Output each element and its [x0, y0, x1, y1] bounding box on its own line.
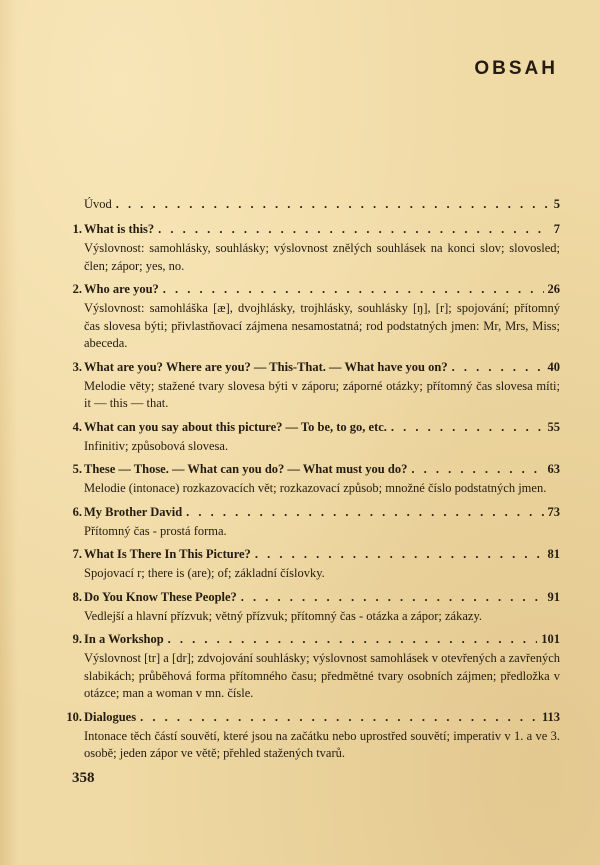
- toc-entry-description: Melodie (intonace) rozkazovacích vět; rozkazovací způsob; množné číslo podstatných jmen.: [84, 481, 547, 495]
- toc-entry-page: 55: [547, 419, 560, 434]
- leader-dots: [255, 547, 544, 562]
- toc-entry-description: Přítomný čas - prostá forma.: [84, 523, 227, 538]
- toc-entry-title: What are you? Where are you? — This-That. — What have you on?: [84, 359, 448, 374]
- toc-entry-title: Dialogues: [84, 709, 137, 724]
- toc-entry-page: 26: [547, 282, 560, 296]
- page-title: OBSAH: [474, 58, 558, 79]
- toc-entry: [72, 282, 560, 353]
- page-number: 358: [72, 770, 95, 786]
- toc-entry: [72, 359, 560, 413]
- leader-dots: [163, 282, 544, 297]
- toc-entry-title: What Is There In This Picture?: [84, 547, 251, 561]
- toc-entry: [72, 419, 560, 456]
- toc-entry-page: 7: [553, 222, 560, 236]
- toc-entry-title: Do You Know These People?: [84, 589, 237, 604]
- leader-dots: [452, 360, 544, 375]
- leader-dots: [140, 710, 538, 725]
- leader-dots: [158, 222, 550, 237]
- toc-entry-description: Melodie věty; stažené tvary slovesa býti v záporu; záporné otázky; přítomný čas slovesa míti; it — this — that.: [84, 378, 560, 410]
- toc-entry-number: 5.: [72, 462, 82, 476]
- leader-dots: [391, 420, 544, 435]
- toc-entry: [72, 222, 560, 275]
- toc-entry: [72, 632, 560, 703]
- toc-entry-number: 9.: [72, 632, 82, 646]
- toc-entry-description: Výslovnost [tr] a [dr]; zdvojování souhlásky; výslovnost samohlásek v otevřených a zavřených slabikách; průběhová forma přítomného času; předmětné tvary osobních zájmen; předložka v otázce; man a woman v mn. čísle.: [84, 651, 560, 700]
- toc-entry-number: 7.: [72, 547, 82, 561]
- toc-entry-title: Úvod: [84, 197, 112, 211]
- toc-entry-page: 113: [541, 709, 560, 724]
- toc-entry-number: 8.: [72, 589, 82, 604]
- toc-entry-title: In a Workshop: [84, 632, 164, 646]
- toc-entry-description: Infinitiv; způsobová slovesa.: [84, 438, 229, 453]
- leader-dots: [241, 590, 544, 605]
- leader-dots: [116, 197, 550, 212]
- toc-entry-number: 4.: [72, 419, 82, 434]
- toc-entry-description: Výslovnost: samohláška [æ], dvojhlásky, trojhlásky, souhlásky [ŋ], [r]; spojování; přítomný čas slovesa býti; přivlastňovací zájmena nesamostatná; rod podstatných jmen: Mr, Mrs, Miss; abeceda.: [84, 301, 560, 350]
- toc-entry-page: 101: [541, 632, 560, 646]
- toc-entry-page: 73: [547, 504, 560, 519]
- leader-dots: [411, 462, 543, 477]
- toc-entry-description: Výslovnost: samohlásky, souhlásky; výslovnost znělých souhlásek na konci slov; slovosled; člen; zápor; yes, no.: [84, 241, 560, 273]
- toc-entry-title: These — Those. — What can you do? — What must you do?: [84, 462, 408, 476]
- toc-entry-page: 40: [547, 359, 560, 374]
- toc-entry: [66, 709, 560, 763]
- toc-entry-description: Vedlejší a hlavní přízvuk; větný přízvuk; přítomný čas - otázka a zápor; zákazy.: [84, 608, 483, 623]
- toc-entry-title: What can you say about this picture? — To be, to go, etc.: [84, 419, 387, 434]
- toc-entry-number: 1.: [72, 222, 82, 236]
- toc-entry: [72, 589, 560, 626]
- toc-entry-description: Intonace těch částí souvětí, které jsou na začátku nebo uprostřed souvětí; imperativ v 1. a ve 3. osobě; jeden zápor ve větě; přehled stažených tvarů.: [84, 728, 560, 760]
- toc-entry-number: 3.: [72, 359, 82, 374]
- leader-dots: [168, 632, 538, 647]
- toc-entry: [72, 504, 560, 541]
- toc-entry-title: What is this?: [84, 222, 155, 236]
- toc-entry: [72, 462, 560, 498]
- toc-entry-page: 81: [547, 547, 560, 561]
- toc-entry-number: 6.: [72, 504, 82, 519]
- toc-entry-number: 2.: [72, 282, 82, 296]
- toc-entry-title: My Brother David: [84, 504, 183, 519]
- toc-entry-page: 91: [547, 589, 560, 604]
- toc-entry: [72, 547, 560, 583]
- toc-entry: [84, 197, 560, 215]
- toc-entry-page: 63: [547, 462, 560, 476]
- leader-dots: [186, 505, 543, 520]
- toc-entry-number: 10.: [66, 709, 82, 724]
- table-of-contents: [66, 197, 560, 770]
- toc-entry-title: Who are you?: [84, 282, 159, 296]
- toc-entry-description: Spojovací r; there is (are); of; základní číslovky.: [84, 566, 325, 580]
- toc-entry-page: 5: [553, 197, 560, 211]
